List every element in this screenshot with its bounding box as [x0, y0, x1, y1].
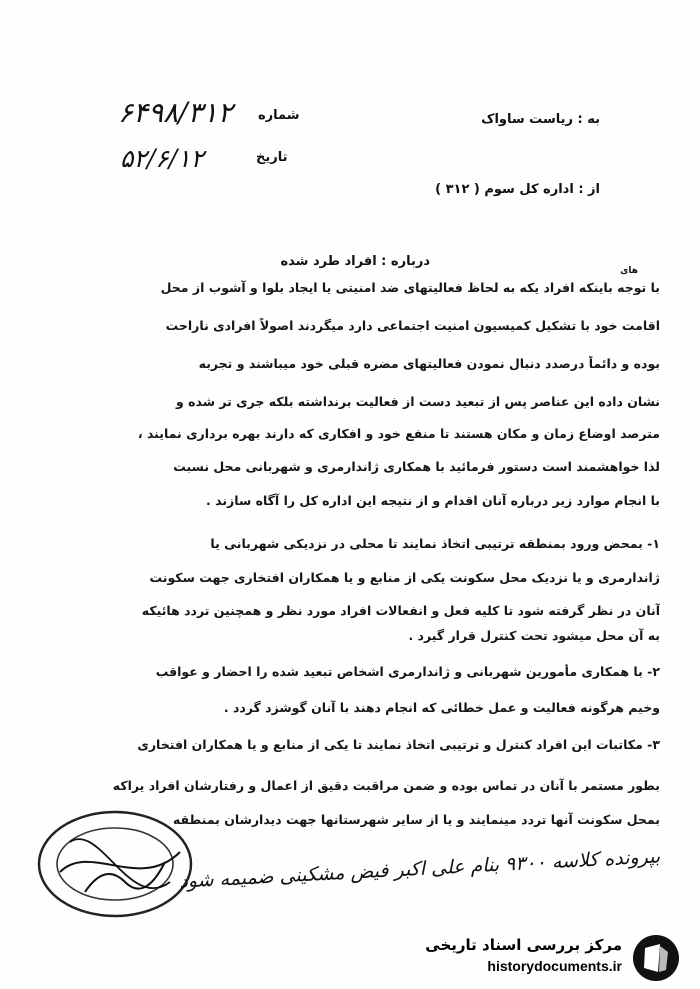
body-line: ۱- بمحض ورود بمنطقه ترتیبی اتخاذ نمایند تا محلی در نزدیکی شهربانی یا [210, 536, 660, 551]
handwritten-number: ۶۴۹۸/۳۱۲ [118, 96, 233, 129]
seal-stamp [30, 802, 200, 932]
body-line: با انجام موارد زیر درباره آنان اقدام و از نتیجه این اداره کل را آگاه سازند . [206, 493, 660, 508]
body-line: بطور مستمر با آنان در تماس بوده و ضمن مراقبت دقیق از اعمال و رفتارشان افراد یراکه [112, 778, 660, 793]
body-line: بوده و دائماً درصدد دنبال نمودن فعالیتهای مضره قبلی خود میباشند و تجربه [198, 356, 660, 371]
body-line: وخیم هرگونه فعالیت و عمل خطائی که انجام دهند با آنان گوشزد گردد . [223, 700, 660, 715]
body-line: لذا خواهشمند است دستور فرمائید با همکاری ژاندارمری و شهربانی محل نسبت [173, 459, 660, 474]
sender-line: از : اداره کل سوم ( ۳۱۲ ) [435, 182, 600, 197]
body-line: اقامت خود با تشکیل کمیسیون امنیت اجتماعی دارد میگردند اصولاً افرادی ناراحت [165, 318, 660, 333]
body-line: نشان داده این عناصر پس از تبعید دست از فعالیت برنداشته بلکه جری تر شده و [175, 394, 660, 409]
handwritten-date: ۵۲/۶/۱۲ [120, 144, 204, 173]
body-line: ۳- مکاتبات این افراد کنترل و ترتیبی اتخاذ نمایند تا یکی از منابع و یا همکاران افتخاری [137, 737, 660, 752]
insert-note: های [620, 266, 638, 276]
archive-url: historydocuments.ir [487, 958, 622, 974]
body-line: بمحل سکونت آنها تردد مینمایند و یا از سایر شهرستانها جهت دیدارشان بمنطقه [172, 812, 660, 827]
archive-logo-icon [630, 932, 682, 984]
body-line: با توجه باینکه افراد یکه به لحاظ فعالیتهای ضد امنیتی یا ایجاد بلوا و آشوب از محل [160, 280, 660, 295]
body-line: آنان در نظر گرفته شود تا کلیه فعل و انفعالات افراد مورد نظر و همچنین تردد هائیکه [141, 603, 660, 618]
handwritten-note: بپرونده کلاسه ۹۳۰۰ بنام علی اکبر فیض مشکینی ضمیمه شود [178, 845, 661, 893]
archive-logo [396, 932, 686, 982]
body-line: ژاندارمری و یا نزدیک محل سکونت یکی از منابع و یا همکاران افتخاری جهت سکونت [149, 570, 660, 585]
body-line: به آن محل میشود تحت کنترل قرار گیرد . [408, 628, 660, 643]
number-label: شماره [258, 108, 300, 123]
body-line: مترصد اوضاع زمان و مکان هستند تا منفع خود و افکاری که دارند بهره برداری نمایند ، [137, 426, 660, 441]
archive-name: مرکز بررسی اسناد تاریخی [425, 936, 622, 954]
subject-line: درباره : افراد طرد شده [280, 254, 430, 269]
recipient-line: به : ریاست ساواک [481, 112, 600, 127]
date-label: تاریخ [256, 150, 288, 165]
body-line: ۲- با همکاری مأمورین شهربانی و ژاندارمری اشخاص تبعید شده را احضار و عواقب [155, 664, 660, 679]
